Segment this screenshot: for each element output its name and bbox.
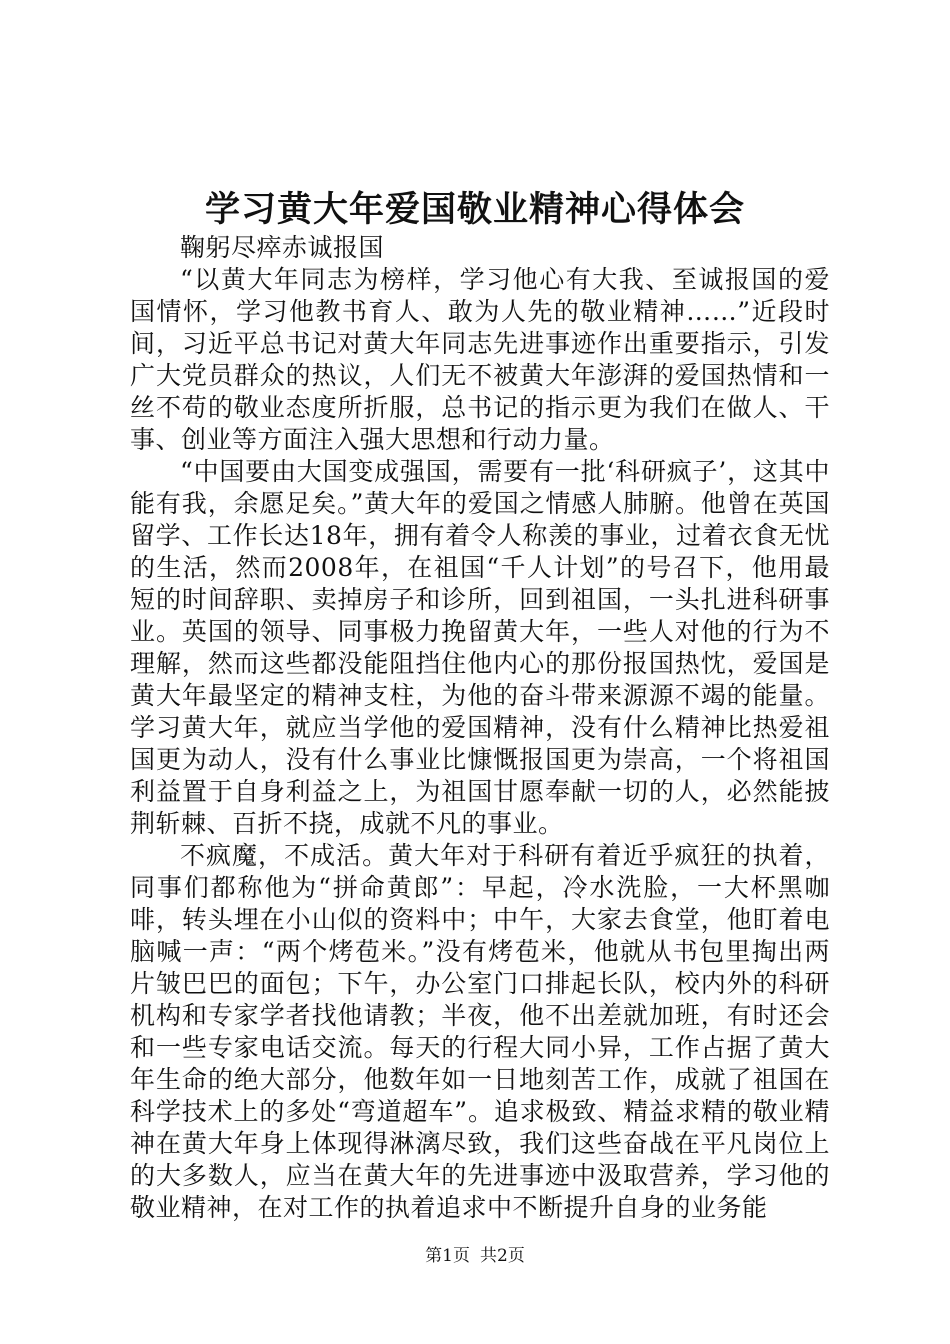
paragraph-1: “以黄大年同志为榜样，学习他心有大我、至诚报国的爱国情怀，学习他教书育人、敢为人先的敬业精神……”近段时间，习近平总书记对黄大年同志先进事迹作出重要指示，引发广大党员群众的热议，人们无不被黄大年澎湃的爱国热情和一丝不苟的敬业态度所折服，总书记的指示更为我们在做人、干事、创业等方面注入强大思想和行动力量。	[130, 265, 830, 454]
document-body	[130, 232, 830, 1224]
paragraph-3: 不疯魔，不成活。黄大年对于科研有着近乎疯狂的执着，同事们都称他为“拼命黄郎”：早起，冷水洗脸，一大杯黑咖啡，转头埋在小山似的资料中；中午，大家去食堂，他盯着电脑喊一声：“两个烤苞米。”没有烤苞米，他就从书包里掏出两片皱巴巴的面包；下午，办公室门口排起长队，校内外的科研机构和专家学者找他请教；半夜，他不出差就加班，有时还会和一些专家电话交流。每天的行程大同小异，工作占据了黄大年生命的绝大部分，他数年如一日地刻苦工作，成就了祖国在科学技术上的多处“弯道超车”。追求极致、精益求精的敬业精神在黄大年身上体现得淋漓尽致，我们这些奋战在平凡岗位上的大多数人，应当在黄大年的先进事迹中汲取营养，学习他的敬业精神，在对工作的执着追求中不断提升自身的业务能	[130, 841, 830, 1222]
page-number: 第1页	[425, 1246, 470, 1266]
document-title: 学习黄大年爱国敬业精神心得体会	[204, 189, 745, 230]
document-subtitle: 鞠躬尽瘁赤诚报国	[180, 233, 385, 262]
paragraph-2: “中国要由大国变成强国，需要有一批‘科研疯子’，这其中能有我，余愿足矣。”黄大年的爱国之情感人肺腑。他曾在英国留学、工作长达18年，拥有着令人称羡的事业，过着衣食无忧的生活，然而2008年，在祖国“千人计划”的号召下，他用最短的时间辞职、卖掉房子和诊所，回到祖国，一头扎进科研事业。英国的领导、同事极力挽留黄大年，一些人对他的行为不理解，然而这些都没能阻挡住他内心的那份报国热忱，爱国是黄大年最坚定的精神支柱，为他的奋斗带来源源不竭的能量。学习黄大年，就应当学他的爱国精神，没有什么精神比热爱祖国更为动人，没有什么事业比慷慨报国更为崇高，一个将祖国利益置于自身利益之上，为祖国甘愿奉献一切的人，必然能披荆斩棘、百折不挠，成就不凡的事业。	[130, 457, 830, 838]
page-footer	[0, 1244, 950, 1268]
page-total: 共2页	[480, 1246, 525, 1266]
